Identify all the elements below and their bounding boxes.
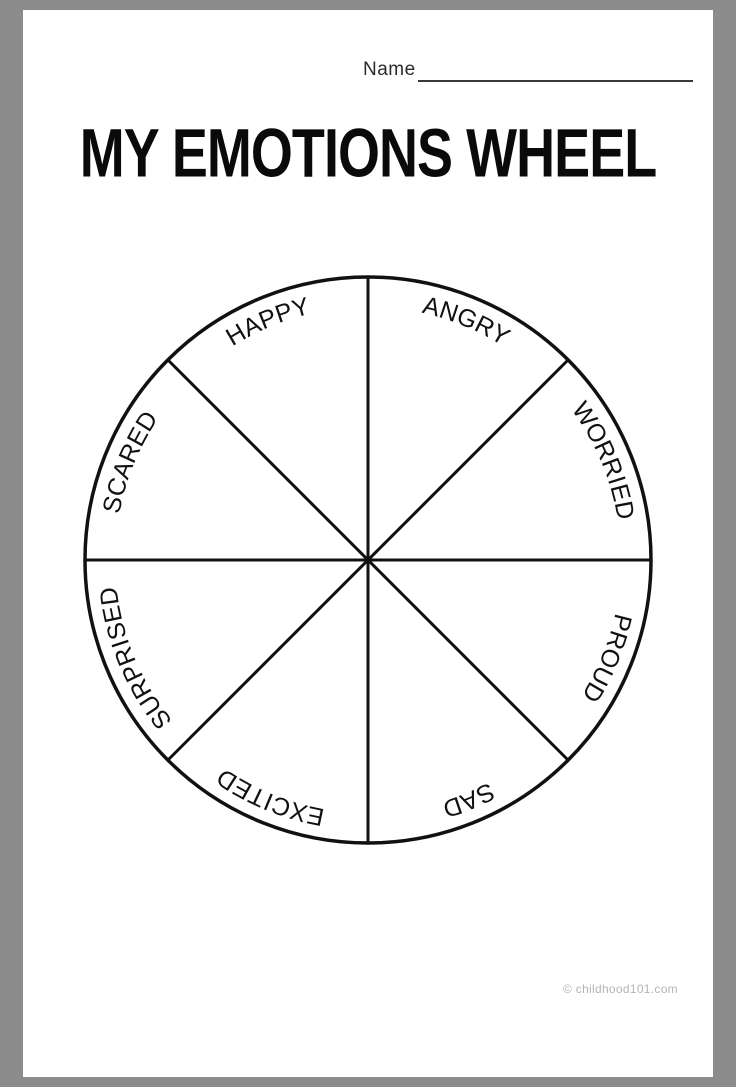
wheel-segment-label-happy: HAPPY xyxy=(221,291,315,352)
emotions-wheel xyxy=(33,215,703,895)
wheel-segment-label-scared: SCARED xyxy=(97,404,165,516)
wheel-segment-label-worried: WORRIED xyxy=(566,396,641,524)
wheel-segment-label-surprised: SURPRISED xyxy=(94,583,178,735)
name-label: Name xyxy=(363,59,416,80)
wheel-segment-label-proud: PROUD xyxy=(575,611,637,710)
name-field-row xyxy=(363,54,693,82)
source-credit: © childhood101.com xyxy=(563,982,678,996)
wheel-segment-label-sad: SAD xyxy=(437,776,499,824)
page-title: MY EMOTIONS WHEEL xyxy=(79,115,657,192)
name-write-line[interactable] xyxy=(418,62,693,82)
wheel-segment-label-angry: ANGRY xyxy=(419,291,517,353)
worksheet-sheet xyxy=(23,10,713,1077)
wheel-segment-label-excited: EXCITED xyxy=(209,761,327,832)
wheel-svg xyxy=(33,215,703,895)
